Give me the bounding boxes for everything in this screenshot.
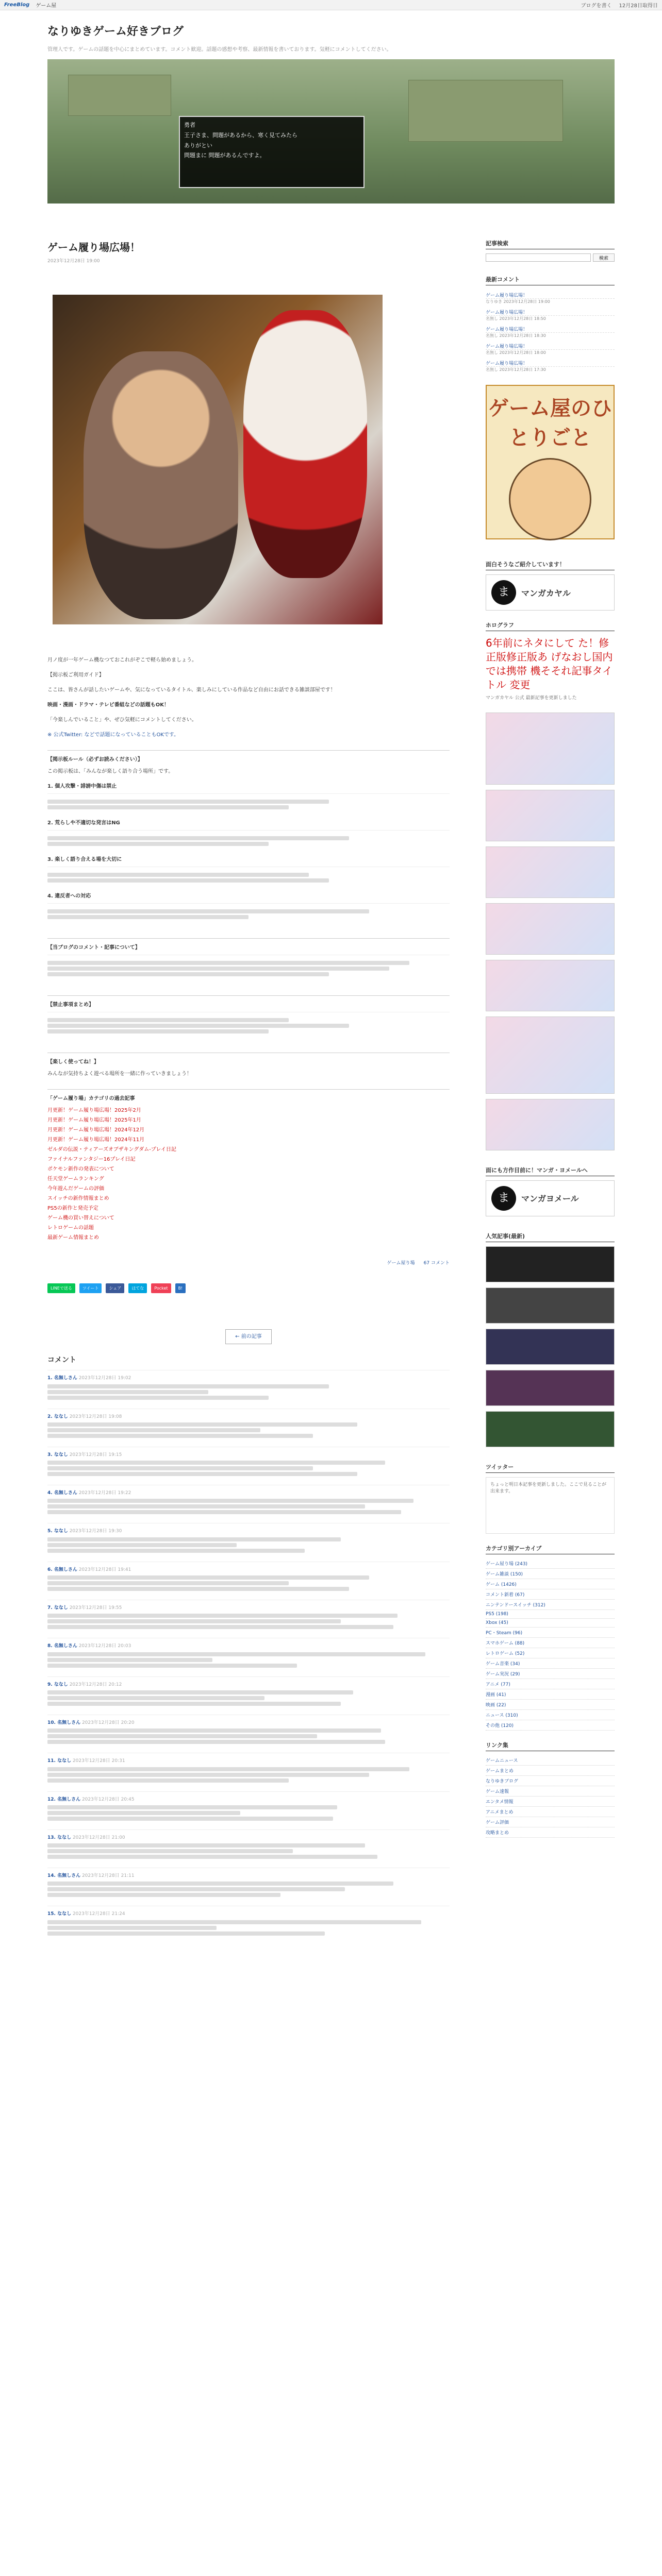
comment-text-line <box>47 1728 381 1733</box>
comment-text-line <box>47 1920 421 1924</box>
archive-item[interactable]: スマホゲーム (88) <box>486 1638 615 1648</box>
comment <box>47 1753 450 1791</box>
comment-text-line <box>47 1575 369 1580</box>
comment <box>47 1906 450 1944</box>
comment-text-line <box>47 1422 357 1427</box>
related-item[interactable]: スイッチの新作情報まとめ <box>47 1196 109 1201</box>
archive-heading: 「ゲーム履り場」カテゴリの過去記事 <box>47 1096 135 1101</box>
popular-thumbnail[interactable] <box>486 1411 615 1447</box>
comment-date: 2023年12月28日 20:03 <box>78 1643 131 1649</box>
link-item[interactable]: なりゆきブログ <box>486 1776 615 1786</box>
archive-item[interactable]: ニュース (310) <box>486 1710 615 1720</box>
comment-author[interactable]: 15. ななし <box>47 1911 72 1917</box>
manga-card-title: マンガカヤル <box>521 588 571 598</box>
related-item[interactable]: ポケモン新作の発表について <box>47 1166 114 1172</box>
tag-link[interactable]: ゲーム屋り場 <box>387 1261 415 1266</box>
blog-link[interactable]: ゲーム屋 <box>36 3 57 9</box>
post-date: 2023年12月28日 19:00 <box>47 259 100 264</box>
manga-thumbnail[interactable] <box>486 846 615 898</box>
manga-logo-icon: ま <box>491 1186 516 1211</box>
comment-text-line <box>47 1504 365 1509</box>
dialog-box <box>179 116 365 188</box>
banner-title: ゲーム屋のひとりごと <box>488 397 612 450</box>
comment-text-line <box>47 1619 341 1623</box>
hologram-title: ホログラフ <box>486 621 615 631</box>
post-text: ここは、皆さんが話したいゲームや、気になっているタイトル、楽しみにしている作品など自由にお話できる雑談部屋です！ <box>47 687 336 693</box>
date-info: 12月28日取得日 <box>619 3 658 9</box>
comment-date: 2023年12月28日 20:12 <box>69 1682 122 1687</box>
comment-author[interactable]: 10. 名無しさん <box>47 1720 81 1725</box>
related-item[interactable]: ゼルダの伝説・ティアーズオブザキングダム-プレイ日記 <box>47 1147 176 1153</box>
game-blog-banner[interactable] <box>486 385 615 539</box>
promo-title: 面白そうなご紹介しています！ <box>486 560 615 570</box>
comment-date: 2023年12月28日 21:11 <box>81 1873 135 1879</box>
related-item[interactable]: レトロゲームの話題 <box>47 1225 94 1231</box>
comment-text-line <box>47 1734 317 1738</box>
popular-thumbnail[interactable] <box>486 1246 615 1282</box>
archive-item[interactable]: PC・Steam (96) <box>486 1628 615 1638</box>
bookmark-button[interactable]: B! <box>175 1283 186 1293</box>
comment <box>47 1829 450 1868</box>
comment-text-line <box>47 1537 341 1541</box>
recent-comment-meta: 名無し 2023年12月28日 18:50 <box>486 316 546 321</box>
comment-text-line <box>47 1472 357 1476</box>
comment-date: 2023年12月28日 19:08 <box>69 1414 122 1419</box>
comment-author[interactable]: 2. ななし <box>47 1414 68 1419</box>
recent-comment-link[interactable]: ゲーム履り場広場！ <box>486 290 615 299</box>
comment-date: 2023年12月28日 19:41 <box>78 1567 131 1572</box>
comment-text-line <box>47 1690 353 1694</box>
comment-date: 2023年12月28日 19:30 <box>69 1529 122 1534</box>
rule-1: 1. 個人攻撃・誹謗中傷は禁止 <box>47 784 117 789</box>
recent-comment-meta: 名無し 2023年12月28日 18:30 <box>486 333 546 338</box>
manga-thumbnail[interactable] <box>486 903 615 955</box>
comment <box>47 1409 450 1447</box>
archive-item[interactable]: レトロゲーム (52) <box>486 1648 615 1658</box>
comment-text-line <box>47 1510 401 1514</box>
comment <box>47 1715 450 1753</box>
related-item[interactable]: 今年遊んだゲームの評価 <box>47 1186 104 1192</box>
comment <box>47 1868 450 1906</box>
comment-text-line <box>47 1652 425 1656</box>
recent-comment-link[interactable]: ゲーム履り場広場！ <box>486 324 615 333</box>
comment-author[interactable]: 5. ななし <box>47 1529 68 1534</box>
comment-text-line <box>47 1658 212 1662</box>
map-tile <box>408 80 563 142</box>
guide-heading: 【掲示板ご利用ガイド】 <box>47 672 104 678</box>
related-item[interactable]: 最新ゲーム情報まとめ <box>47 1235 99 1241</box>
line-share-button[interactable]: LINEで送る <box>47 1283 75 1293</box>
yomeru-title: 面にも方作目前に！マンガ・ヨメールへ <box>486 1166 615 1176</box>
recent-comments <box>486 290 615 375</box>
comment-text-line <box>47 1740 385 1744</box>
comment-text-line <box>47 1855 377 1859</box>
manga-card[interactable] <box>486 574 615 611</box>
archive-item[interactable]: アニメ (77) <box>486 1679 615 1689</box>
archive-item[interactable]: 映画 (22) <box>486 1700 615 1710</box>
comment <box>47 1676 450 1715</box>
comment-text-line <box>47 1543 237 1547</box>
comment-text-line <box>47 1625 393 1629</box>
link-item[interactable]: 攻略まとめ <box>486 1827 615 1838</box>
comment-text-line <box>47 1587 349 1591</box>
comment-text-line <box>47 1396 269 1400</box>
comment-text-line <box>47 1461 385 1465</box>
archive-item[interactable]: ゲーム実況 (29) <box>486 1669 615 1679</box>
post-text: 映画・漫画・ドラマ・テレビ番組などの話題もOK！ <box>47 702 170 708</box>
cartoon-face-icon <box>509 458 591 540</box>
post-photo <box>53 295 383 624</box>
comment <box>47 1791 450 1829</box>
comment-text-line <box>47 1767 409 1771</box>
comment-text-line <box>47 1384 329 1388</box>
feature-text: マンガカヤル 公式 最新記事を更新しました <box>486 696 577 701</box>
comment-date: 2023年12月28日 20:31 <box>72 1758 125 1764</box>
comment-author[interactable]: 1. 名無しさん <box>47 1376 77 1381</box>
prev-post-button[interactable]: ← 前の記事 <box>225 1329 272 1344</box>
popular-thumbnail[interactable] <box>486 1370 615 1406</box>
manga-yomeru-card[interactable] <box>486 1180 615 1216</box>
comment-date: 2023年12月28日 20:20 <box>81 1720 135 1725</box>
comment-text-line <box>47 1614 398 1618</box>
comment-author[interactable]: 11. ななし <box>47 1758 72 1764</box>
facebook-share-button[interactable]: シェア <box>106 1283 124 1293</box>
related-item[interactable]: 月更新！ゲーム履り場広場！2024年11月 <box>47 1137 145 1143</box>
popular-thumbnail[interactable] <box>486 1329 615 1365</box>
archive-item[interactable]: ゲーム (1426) <box>486 1579 615 1589</box>
comment-author[interactable]: 12. 名無しさん <box>47 1797 81 1802</box>
popular-title: 人気記事(最新) <box>486 1232 615 1242</box>
header-image <box>47 59 615 204</box>
post-title[interactable]: ゲーム履り場広場！ <box>47 241 140 253</box>
related-item[interactable]: 月更新！ゲーム履り場広場！2025年2月 <box>47 1108 141 1113</box>
comment <box>47 1523 450 1561</box>
comment <box>47 1447 450 1485</box>
archive-item[interactable]: ゲーム屋り場 (243) <box>486 1558 615 1569</box>
sidebar <box>486 239 615 1838</box>
brand-logo[interactable]: FreeBlog <box>4 2 30 8</box>
comment-text-line <box>47 1849 293 1853</box>
comment-author[interactable]: 9. ななし <box>47 1682 68 1687</box>
dialog-speaker: 勇者 <box>184 122 195 128</box>
main-column <box>47 239 450 1944</box>
dialog-line: 問題まに 問題があるんですよ。 <box>184 152 266 159</box>
link-item[interactable]: ゲーム評価 <box>486 1817 615 1827</box>
comment-text-line <box>47 1499 413 1503</box>
related-item[interactable]: 月更新！ゲーム履り場広場！2024年12月 <box>47 1127 145 1133</box>
manga-logo-icon: ま <box>491 580 516 605</box>
enjoy-text: みんなが気持ちよく遊べる場所を一緒に作っていきましょう！ <box>47 1071 192 1077</box>
site-description: 管理人です。ゲームの話題を中心にまとめています。コメント歓迎。話題の感想や考察、最新情報を書いております。気軽にコメントしてください。 <box>47 47 392 53</box>
comment-author[interactable]: 8. 名無しさん <box>47 1643 77 1649</box>
dialog-line: ありがとい <box>184 142 212 149</box>
related-item[interactable]: 任天堂ゲームランキング <box>47 1176 104 1182</box>
enjoy-heading: 【楽しく使ってね！】 <box>47 1059 99 1065</box>
related-item[interactable]: ファイナルファンタジー16プレイ日記 <box>47 1157 136 1162</box>
comment-date: 2023年12月28日 21:24 <box>72 1911 125 1917</box>
archive-item[interactable]: ニンテンドースイッチ (312) <box>486 1600 615 1610</box>
recent-comment-link[interactable]: ゲーム履り場広場！ <box>486 307 615 316</box>
comment <box>47 1485 450 1523</box>
related-item[interactable]: ゲーム機の買い替えについて <box>47 1215 114 1221</box>
archive-item[interactable]: Xbox (45) <box>486 1619 615 1628</box>
comment <box>47 1638 450 1676</box>
comment-author[interactable]: 6. 名無しさん <box>47 1567 77 1572</box>
comment-text-line <box>47 1773 369 1777</box>
comment-date: 2023年12月28日 20:45 <box>81 1797 135 1802</box>
share-bar <box>47 1283 450 1293</box>
link-item[interactable]: エンタメ情報 <box>486 1797 615 1807</box>
comment <box>47 1370 450 1408</box>
comment-text-line <box>47 1926 217 1930</box>
category-archive <box>486 1558 615 1731</box>
comment-text-line <box>47 1664 297 1668</box>
manga-thumbnail[interactable] <box>486 790 615 841</box>
archive-item[interactable]: 漫画 (41) <box>486 1689 615 1700</box>
post-text: 「今楽しんでいること」や、ぜひ気軽にコメントしてください。 <box>47 717 197 723</box>
comment-author[interactable]: 13. ななし <box>47 1835 72 1840</box>
rules-text: この掲示板は、「みんなが楽しく語り合う場所」です。 <box>47 769 174 774</box>
comment-text-line <box>47 1696 264 1700</box>
manga-thumbnail[interactable] <box>486 1099 615 1150</box>
rule-4: 4. 違反者への対応 <box>47 893 91 899</box>
write-blog-link[interactable]: ブログを書く <box>581 3 612 9</box>
links-title: リンク集 <box>486 1741 615 1751</box>
search-button[interactable]: 検索 <box>593 253 615 262</box>
comment-text-line <box>47 1428 260 1432</box>
dialog-line: 王子さま、問題があるから、寒く見てみたら <box>184 131 297 139</box>
twitter-link[interactable]: ※ 公式Twitter: などで話題になっていることもOKです。 <box>47 732 179 738</box>
rule-3: 3. 楽しく語り合える場を大切に <box>47 857 122 862</box>
feature-headline[interactable]: 6年前にネタにして た！修正版修正版あ げなおし国内では携帯 機そそれ記事タイトル 変更 <box>486 637 613 691</box>
comment-text-line <box>47 1805 337 1809</box>
comment-text-line <box>47 1931 325 1936</box>
comment-text-line <box>47 1434 313 1438</box>
comment-text-line <box>47 1811 240 1815</box>
manga-thumbnail[interactable] <box>486 713 615 785</box>
comment-date: 2023年12月28日 19:55 <box>69 1605 122 1611</box>
comment-text-line <box>47 1893 280 1897</box>
comment <box>47 1562 450 1600</box>
comment-text-line <box>47 1549 305 1553</box>
comment-text-line <box>47 1778 289 1783</box>
comment-author[interactable]: 4. 名無しさん <box>47 1490 77 1496</box>
comment-text-line <box>47 1466 313 1470</box>
recent-comment-meta: 名無し 2023年12月28日 17:30 <box>486 367 546 372</box>
rules-heading: 【掲示板ルール（必ずお読みください）】 <box>47 757 143 762</box>
comment-text-line <box>47 1817 333 1821</box>
recent-comment-meta: 名無し 2023年12月28日 18:00 <box>486 350 546 355</box>
hatena-button[interactable]: はてな <box>128 1283 147 1293</box>
comments-section <box>47 1354 450 1944</box>
rule-2: 2. 荒らしや不適切な発言はNG <box>47 820 120 826</box>
archive-item[interactable]: ゲーム音楽 (34) <box>486 1658 615 1669</box>
comment-author[interactable]: 14. 名無しさん <box>47 1873 81 1879</box>
comment-count[interactable]: 67 コメント <box>423 1261 450 1266</box>
top-bar <box>0 0 662 10</box>
comment-text-line <box>47 1882 393 1886</box>
prohibited-heading: 【禁止事項まとめ】 <box>47 1002 94 1008</box>
manga-thumbnail[interactable] <box>486 960 615 1011</box>
man-figure <box>84 351 238 619</box>
manga-thumbnail[interactable] <box>486 1016 615 1094</box>
twitter-embed[interactable]: ちょっと明日本記事を更新しました。ここで見ることが出来ます。 <box>486 1477 615 1534</box>
link-item[interactable]: ゲーム速報 <box>486 1786 615 1797</box>
comment-text-line <box>47 1843 365 1848</box>
post-body <box>47 655 450 1344</box>
comment-date: 2023年12月28日 19:22 <box>78 1490 131 1496</box>
comment-author[interactable]: 3. ななし <box>47 1452 68 1458</box>
santa-figure <box>243 310 367 578</box>
link-list <box>486 1755 615 1838</box>
post-intro: 月ノ度が一年ゲーム機なつておこれがぞこで軽ら始めましょう。 <box>47 657 197 663</box>
related-item[interactable]: 月更新！ゲーム履り場広場！2025年1月 <box>47 1117 141 1123</box>
comment-date: 2023年12月28日 19:02 <box>78 1376 131 1381</box>
archive-item[interactable]: その他 (120) <box>486 1720 615 1731</box>
pocket-button[interactable]: Pocket <box>151 1283 171 1293</box>
recent-comment-link[interactable]: ゲーム履り場広場！ <box>486 341 615 350</box>
popular-thumbnail[interactable] <box>486 1287 615 1324</box>
twitter-title: ツイッター <box>486 1463 615 1473</box>
site-title[interactable]: なりゆきゲーム好きブログ <box>47 25 184 38</box>
comment <box>47 1600 450 1638</box>
archive-item[interactable]: PS5 (198) <box>486 1610 615 1619</box>
link-item[interactable]: ゲームまとめ <box>486 1766 615 1776</box>
archive-item[interactable]: ゲーム雑談 (150) <box>486 1569 615 1579</box>
recent-comment-link[interactable]: ゲーム履り場広場！ <box>486 358 615 367</box>
manga-yomeru-title: マンガヨメール <box>521 1194 579 1204</box>
map-tile <box>68 75 171 116</box>
comment-text-line <box>47 1581 289 1585</box>
comment-author[interactable]: 7. ななし <box>47 1605 68 1611</box>
comment-date: 2023年12月28日 21:00 <box>72 1835 125 1840</box>
link-item[interactable]: アニメまとめ <box>486 1807 615 1817</box>
related-list <box>47 1106 450 1243</box>
search-input[interactable] <box>486 253 591 262</box>
link-item[interactable]: ゲームニュース <box>486 1755 615 1766</box>
comment-date: 2023年12月28日 19:15 <box>69 1452 122 1458</box>
comments-title: コメント <box>47 1356 76 1365</box>
tweet-button[interactable]: ツイート <box>79 1283 102 1293</box>
comment-text-line <box>47 1390 208 1394</box>
comment-text-line <box>47 1702 341 1706</box>
blog-notice-heading: 【当ブログのコメント・記事について】 <box>47 945 140 951</box>
archive-item[interactable]: コメント新着 (67) <box>486 1589 615 1600</box>
search-title: 記事検索 <box>486 239 615 249</box>
archive-title: カテゴリ別アーカイブ <box>486 1544 615 1554</box>
related-item[interactable]: PS5の新作と発売予定 <box>47 1206 98 1211</box>
recent-comments-title: 最新コメント <box>486 275 615 285</box>
recent-comment-meta: なりゆき 2023年12月28日 19:00 <box>486 299 550 304</box>
comment-text-line <box>47 1887 345 1891</box>
